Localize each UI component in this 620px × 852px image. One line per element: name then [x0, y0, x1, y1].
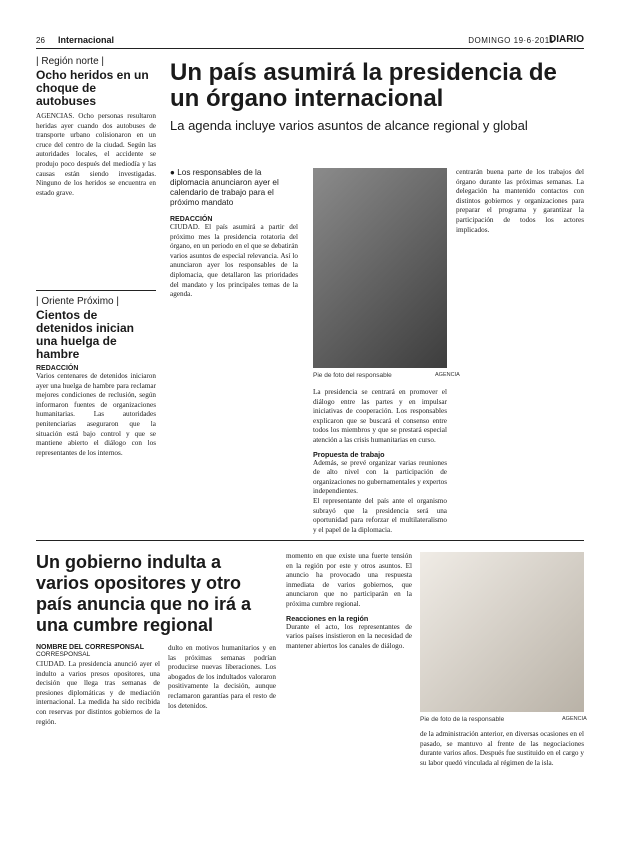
story2-col3-text: momento en que existe una fuerte tensión en la región por este y otros asuntos. El anuncio ha provocado una respuesta inmediata de varios gobiernos, que anunciaron que no participarán en la próxima cumbre regional. — [286, 552, 412, 608]
brief-story-2 — [36, 296, 156, 458]
story2-col1-text: CIUDAD. La presidencia anunció ayer el indulto a varios presos opositores, una decisión que llega tras semanas de presiones diplomáticas y de mediación internacional. La medida ha sido recibida con reservas por distintos gobiernos de la región. — [36, 660, 160, 726]
story1-photo-credit: AGENCIA — [435, 372, 460, 378]
story1-col3-text: centrarán buena parte de los trabajos del órgano durante las próximas semanas. La delegación ha mantenido contactos con distintos gobiernos y organizaciones para preparar el programa y garantizar la participación de todos los actores implicados. — [456, 168, 584, 234]
story2-column-4 — [420, 730, 584, 768]
brief2-headline: Cientos de detenidos inician una huelga de hambre — [36, 308, 135, 361]
issue-date: DOMINGO 19·6·2011 — [468, 36, 554, 45]
page-number: 26 — [36, 36, 45, 45]
divider — [36, 290, 156, 291]
story1-lead: ● Los responsables de la diplomacia anunciaron ayer el calendario de trabajo para el próximo mandato — [170, 168, 279, 207]
story1-headline: Un país asumirá la presidencia de un órgano internacional — [170, 59, 557, 112]
story1-subheadline: La agenda incluye varios asuntos de alcance regional y global — [170, 118, 528, 133]
story2-column-1 — [36, 644, 160, 727]
story1-photo-caption: Pie de foto del responsable — [313, 372, 392, 379]
brief1-text: AGENCIAS. Ocho personas resultaron heridas ayer cuando dos autobuses de transporte urbano colisionaron en un cruce del centro de la ciudad. Según las autoridades locales, el accidente se produjo poco después del mediodía y las causas están siendo investigadas. Ninguno de los heridos se encuentra en estado grave. — [36, 112, 156, 197]
story2-headline: Un gobierno indulta a varios opositores y otro país anuncia que no irá a una cumbre regional — [36, 552, 252, 635]
brief2-text: Varios centenares de detenidos iniciaron ayer una huelga de hambre para reclamar mejores condiciones de reclusión, según informaron fuentes de organizaciones humanitarias. Las autoridades penitenciarias aseguraron que la situación está bajo control y que se mantiene abierto el diálogo con los representantes de los internos. — [36, 372, 156, 457]
story1-title-block — [170, 60, 584, 133]
story2-crosshead: Reacciones en la región — [286, 613, 369, 623]
story2-photo-credit: AGENCIA — [562, 716, 587, 722]
story2-byline: NOMBRE DEL CORRESPONSAL — [36, 644, 144, 651]
brief2-kicker: | Oriente Próximo | — [36, 296, 119, 307]
story1-col1-text: CIUDAD. El país asumirá a partir del próximo mes la presidencia rotatoria del órgano, en un periodo en el que se debatirán varios asuntos de especial relevancia. Así lo anunciaron ayer los responsables de la diplomacia, que detallaron las prioridades del mandato y los principales temas de la agenda. — [170, 223, 298, 299]
brief1-headline: Ocho heridos en un choque de autobuses — [36, 68, 149, 108]
story2-col2-text: dulto en motivos humanitarios y en las próximas semanas podrían producirse nuevas liberaciones. Los abogados de los indultados valoraron positivamente la decisión, aunque reclamaron garantías para el resto de los detenidos. — [168, 644, 276, 710]
story2-col4-text: de la administración anterior, en diversas ocasiones en el pasado, se mantuvo al frente de las negociaciones durante varios años. Después fue sustituido en el cargo y su labor quedó vinculada al régimen de la isla. — [420, 730, 584, 767]
brief2-byline: REDACCIÓN — [36, 365, 79, 372]
story1-byline: REDACCIÓN — [170, 216, 213, 223]
divider — [36, 540, 584, 541]
story1-column-1 — [170, 168, 298, 300]
story2-column-2 — [168, 644, 276, 711]
story2-col3b-text: Durante el acto, los representantes de varios países insistieron en la necesidad de mantener abiertos los canales de diálogo. — [286, 622, 412, 650]
section-title: Internacional — [58, 35, 115, 45]
story1-column-3 — [456, 168, 584, 235]
story1-crosshead: Propuesta de trabajo — [313, 449, 385, 459]
story2-photo-caption: Pie de foto de la responsable — [420, 716, 505, 723]
story1-photo — [313, 168, 447, 368]
story2-column-3 — [286, 552, 412, 651]
story2-title-block — [36, 552, 276, 636]
brief1-kicker: | Región norte | — [36, 56, 105, 67]
story1-col2b-text: Además, se prevé organizar varias reuniones de alto nivel con la participación de organizaciones no gubernamentales y expertos independientes. — [313, 458, 447, 496]
story2-photo — [420, 552, 584, 712]
page-header — [36, 34, 584, 49]
story1-col2c-text: El representante del país ante el organismo subrayó que la presidencia será una oportunidad para reforzar el multilateralismo y el papel de la diplomacia. — [313, 496, 447, 534]
brief-story-1 — [36, 56, 156, 198]
newspaper-logo: DIARIO — [549, 34, 584, 45]
story2-role: CORRESPONSAL — [36, 651, 91, 658]
story1-col2-text: La presidencia se centrará en promover el diálogo entre las partes y en impulsar iniciativas de cooperación. Los responsables explicaron que se buscará el consenso entre todos los miembros y que se prestará especial atención a las crisis humanitarias en curso. — [313, 388, 447, 444]
story1-column-2 — [313, 388, 447, 535]
